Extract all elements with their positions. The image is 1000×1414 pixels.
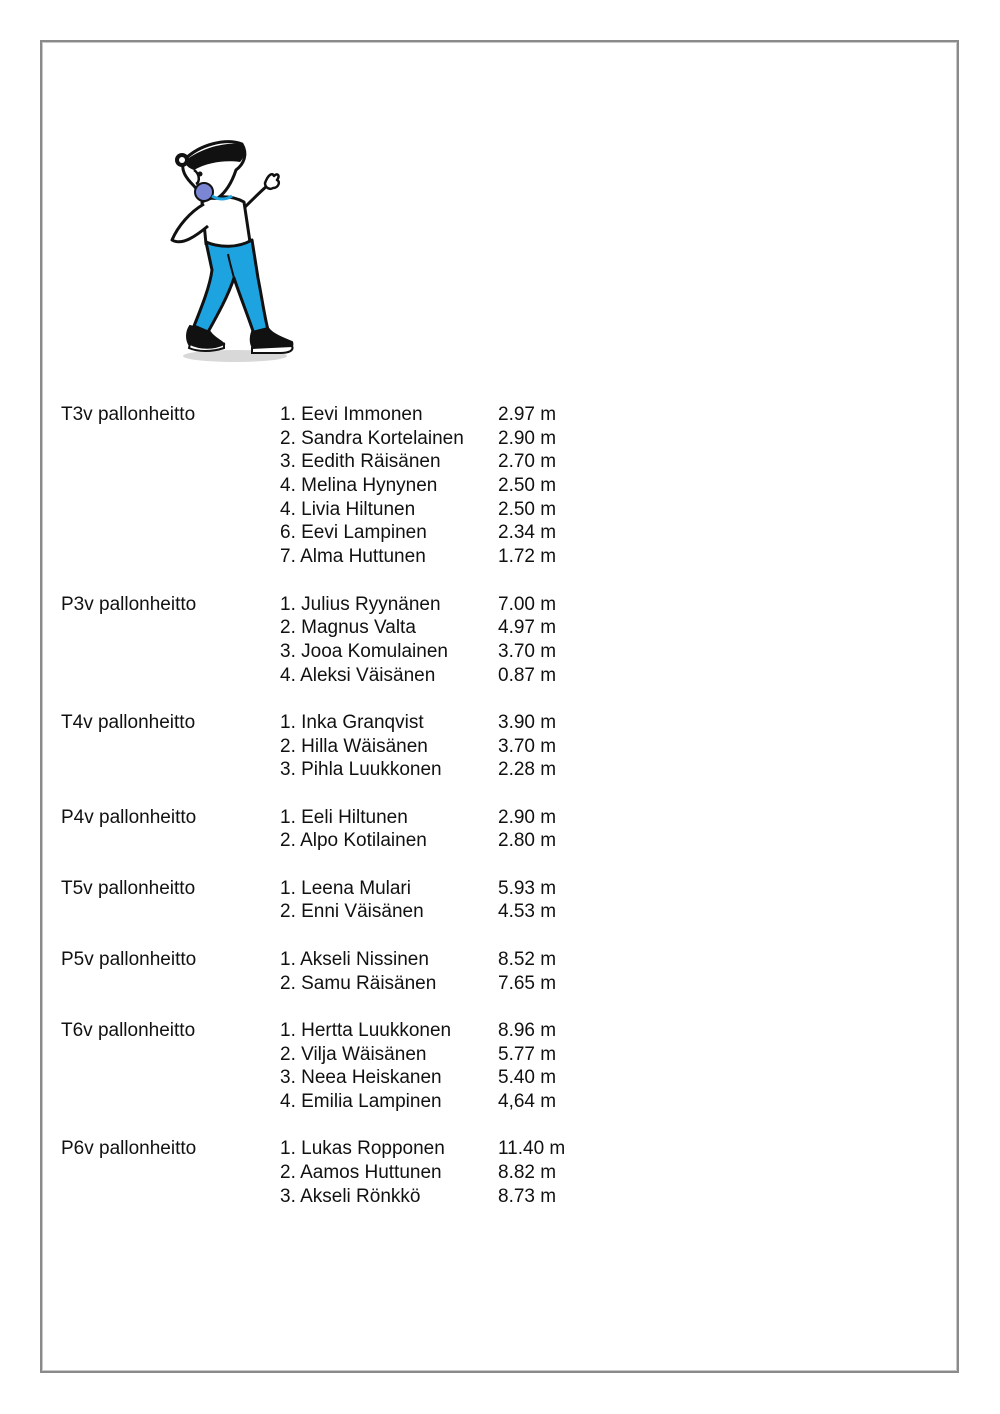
result-distance: 5.40 m bbox=[498, 1067, 557, 1089]
athlete-name: 1. Lukas Ropponen bbox=[280, 1138, 445, 1160]
athlete-name: 1. Akseli Nissinen bbox=[280, 948, 429, 970]
event-name: P5v pallonheitto bbox=[61, 948, 197, 970]
result-distance: 3.90 m bbox=[498, 711, 557, 733]
athlete-name: 2. Vilja Wäisänen bbox=[280, 1043, 427, 1065]
result-row bbox=[61, 711, 761, 735]
result-row bbox=[61, 498, 761, 522]
event-name: T3v pallonheitto bbox=[61, 404, 196, 425]
result-distance: 5.93 m bbox=[498, 877, 557, 899]
athlete-name: 1. Leena Mulari bbox=[280, 877, 411, 899]
result-distance: 2.50 m bbox=[498, 498, 557, 520]
result-row bbox=[61, 806, 761, 830]
result-row bbox=[61, 450, 761, 474]
athlete-name: 1. Eevi Immonen bbox=[280, 404, 423, 425]
result-row bbox=[61, 593, 761, 617]
event-group bbox=[61, 1019, 761, 1114]
athlete-name: 1. Inka Granqvist bbox=[280, 711, 424, 733]
athlete-name: 6. Eevi Lampinen bbox=[280, 522, 427, 544]
result-row bbox=[61, 521, 761, 545]
athlete-name: 1. Eeli Hiltunen bbox=[280, 806, 408, 828]
result-distance: 4.53 m bbox=[498, 901, 557, 923]
result-distance: 2.34 m bbox=[498, 522, 557, 544]
result-row bbox=[61, 427, 761, 451]
result-row bbox=[61, 1019, 761, 1043]
result-row bbox=[61, 1066, 761, 1090]
result-distance: 8.96 m bbox=[498, 1019, 557, 1041]
result-distance: 2.28 m bbox=[498, 759, 557, 781]
result-distance: 2.90 m bbox=[498, 806, 557, 828]
event-group bbox=[61, 1137, 761, 1208]
result-distance: 8.52 m bbox=[498, 948, 557, 970]
athlete-name: 3. Jooa Komulainen bbox=[280, 640, 448, 662]
result-distance: 2.97 m bbox=[498, 404, 557, 425]
athlete-name: 2. Samu Räisänen bbox=[280, 972, 437, 994]
result-row bbox=[61, 829, 761, 853]
athlete-name: 3. Eedith Räisänen bbox=[280, 451, 441, 473]
athlete-name: 1. Julius Ryynänen bbox=[280, 593, 441, 615]
athlete-name: 2. Enni Väisänen bbox=[280, 901, 424, 923]
athlete-name: 2. Alpo Kotilainen bbox=[280, 830, 427, 852]
event-group bbox=[61, 403, 761, 569]
event-name: P4v pallonheitto bbox=[61, 806, 197, 828]
event-name: T5v pallonheitto bbox=[61, 877, 196, 899]
result-row bbox=[61, 1043, 761, 1067]
result-row bbox=[61, 664, 761, 688]
event-group bbox=[61, 806, 761, 853]
athlete-name: 2. Aamos Huttunen bbox=[280, 1162, 442, 1183]
result-distance: 8.82 m bbox=[498, 1162, 557, 1183]
athlete-name: 4. Livia Hiltunen bbox=[280, 498, 416, 520]
event-name: T6v pallonheitto bbox=[61, 1019, 196, 1041]
result-row bbox=[61, 948, 761, 972]
result-distance: 3.70 m bbox=[498, 640, 557, 662]
result-row bbox=[61, 403, 761, 427]
event-group bbox=[61, 877, 761, 924]
athlete-name: 2. Magnus Valta bbox=[280, 617, 416, 639]
result-distance: 2.90 m bbox=[498, 427, 557, 449]
result-row bbox=[61, 616, 761, 640]
result-row bbox=[61, 735, 761, 759]
athlete-name: 4. Aleksi Väisänen bbox=[280, 664, 436, 686]
result-distance: 2.70 m bbox=[498, 451, 557, 473]
athlete-name: 2. Sandra Kortelainen bbox=[280, 427, 464, 449]
athlete-name: 3. Akseli Rönkkö bbox=[280, 1185, 421, 1207]
event-name: T4v pallonheitto bbox=[61, 711, 196, 733]
result-distance: 4,64 m bbox=[498, 1090, 557, 1112]
result-row bbox=[61, 1161, 761, 1185]
result-distance: 3.70 m bbox=[498, 735, 557, 757]
result-distance: 7.65 m bbox=[498, 972, 557, 994]
event-group bbox=[61, 948, 761, 995]
athlete-name: 3. Pihla Luukkonen bbox=[280, 759, 442, 781]
result-distance: 4.97 m bbox=[498, 617, 557, 639]
result-row bbox=[61, 1090, 761, 1114]
results-list bbox=[61, 403, 761, 1232]
badger-shot-put-mascot-icon bbox=[160, 130, 310, 365]
result-distance: 5.77 m bbox=[498, 1043, 557, 1065]
result-distance: 11.40 m bbox=[498, 1138, 566, 1160]
athlete-name: 2. Hilla Wäisänen bbox=[280, 735, 428, 757]
athlete-name: 1. Hertta Luukkonen bbox=[280, 1019, 452, 1041]
result-row bbox=[61, 545, 761, 569]
result-row bbox=[61, 474, 761, 498]
result-distance: 2.80 m bbox=[498, 830, 557, 852]
athlete-name: 4. Emilia Lampinen bbox=[280, 1090, 442, 1112]
result-distance: 2.50 m bbox=[498, 475, 557, 497]
athlete-name: 3. Neea Heiskanen bbox=[280, 1067, 442, 1089]
event-name: P3v pallonheitto bbox=[61, 593, 197, 615]
result-row bbox=[61, 1137, 761, 1161]
result-row bbox=[61, 877, 761, 901]
event-name: P6v pallonheitto bbox=[61, 1138, 197, 1160]
result-row bbox=[61, 900, 761, 924]
result-distance: 7.00 m bbox=[498, 593, 557, 615]
result-row bbox=[61, 972, 761, 996]
result-distance: 8.73 m bbox=[498, 1185, 557, 1207]
result-distance: 0.87 m bbox=[498, 664, 557, 686]
result-row bbox=[61, 640, 761, 664]
result-row bbox=[61, 1185, 761, 1209]
event-group bbox=[61, 711, 761, 782]
athlete-name: 4. Melina Hynynen bbox=[280, 475, 438, 497]
athlete-name: 7. Alma Huttunen bbox=[280, 546, 426, 568]
result-distance: 1.72 m bbox=[498, 546, 557, 568]
result-row bbox=[61, 758, 761, 782]
event-group bbox=[61, 593, 761, 688]
